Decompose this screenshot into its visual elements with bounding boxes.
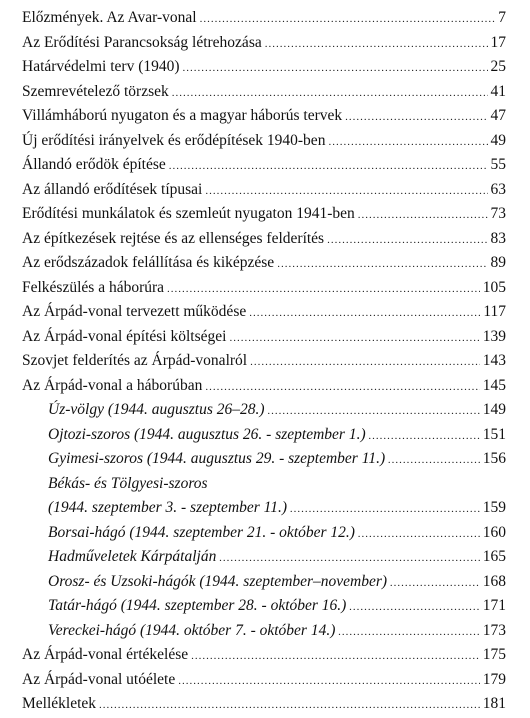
toc-page-number: 73 xyxy=(490,205,506,222)
toc-entry-title: Vereckei-hágó (1944. október 7. - október 14.) xyxy=(48,621,336,639)
toc-subentry xyxy=(22,594,506,619)
toc-entry-title: Állandó erődök építése xyxy=(22,156,166,173)
toc-page-number: 156 xyxy=(482,450,506,467)
toc-page-number: 168 xyxy=(482,572,506,590)
toc-page-number: 159 xyxy=(482,499,506,516)
toc-page-number: 143 xyxy=(482,352,506,369)
toc-subentry xyxy=(22,472,506,497)
toc-leader-dots xyxy=(249,301,480,326)
toc-leader-dots xyxy=(358,522,480,547)
toc-page-number: 173 xyxy=(482,621,506,639)
toc-leader-dots xyxy=(328,130,487,155)
toc-entry-title: Felkészülés a háborúra xyxy=(22,278,165,296)
toc-page-number: 165 xyxy=(482,548,506,565)
toc-subentry xyxy=(22,619,506,644)
toc-leader-dots xyxy=(169,154,488,179)
toc-entry xyxy=(22,349,506,374)
toc-entry-title: Az Árpád-vonal a háborúban xyxy=(22,376,203,394)
toc-entry xyxy=(22,374,506,399)
toc-entry-title: Erődítési munkálatok és szemleút nyugaton 1941-ben xyxy=(22,205,355,222)
toc-entry xyxy=(22,227,506,252)
toc-leader-dots xyxy=(369,424,480,449)
toc-subentry xyxy=(22,398,506,423)
toc-entry-title: Az Erődítési Parancsokság létrehozása xyxy=(22,33,262,51)
toc-page-number: 83 xyxy=(490,229,506,247)
toc-entry-title: Az állandó erődítések típusai xyxy=(22,180,203,198)
toc-entry-title: Új erődítési irányelvek és erődépítések 1940-ben xyxy=(22,131,326,149)
toc-entry-title: Borsai-hágó (1944. szeptember 21. - október 12.) xyxy=(48,523,355,541)
toc-subentry xyxy=(22,496,506,521)
toc-entry-title: Az Árpád-vonal építési költségei xyxy=(22,327,227,345)
toc-entry xyxy=(22,129,506,154)
toc-leader-dots xyxy=(200,7,496,32)
toc-entry-title: Ojtozi-szoros (1944. augusztus 26. - szeptember 1.) xyxy=(48,425,366,443)
toc-page-number: 49 xyxy=(490,131,506,149)
toc-page-number: 89 xyxy=(490,254,506,271)
toc-entry-title: Az Árpád-vonal tervezett működése xyxy=(22,303,247,320)
table-of-contents xyxy=(22,6,506,717)
toc-leader-dots xyxy=(205,179,487,204)
toc-leader-dots xyxy=(388,448,480,473)
toc-page-number: 47 xyxy=(490,107,506,124)
toc-page-number: 63 xyxy=(490,180,506,198)
toc-leader-dots xyxy=(205,375,479,400)
toc-leader-dots xyxy=(277,252,487,277)
toc-subentry xyxy=(22,570,506,595)
toc-page-number: 17 xyxy=(490,33,506,51)
toc-page-number: 181 xyxy=(482,695,506,712)
toc-page-number: 117 xyxy=(483,303,506,320)
toc-entry-title: Előzmények. Az Avar-vonal xyxy=(22,9,197,26)
toc-leader-dots xyxy=(268,399,480,424)
toc-entry-title: Orosz- és Uzsoki-hágók (1944. szeptember–november) xyxy=(48,572,388,590)
toc-leader-dots xyxy=(265,32,488,57)
toc-leader-dots xyxy=(345,105,487,130)
toc-page-number: 25 xyxy=(490,58,506,75)
toc-entry xyxy=(22,153,506,178)
toc-subentry xyxy=(22,423,506,448)
toc-subentry xyxy=(22,521,506,546)
toc-leader-dots xyxy=(172,81,488,106)
toc-page-number: 105 xyxy=(482,278,506,296)
toc-page-number: 151 xyxy=(482,425,506,443)
toc-entry xyxy=(22,104,506,129)
toc-entry xyxy=(22,300,506,325)
toc-entry xyxy=(22,692,506,717)
toc-leader-dots xyxy=(191,644,480,669)
toc-entry-title: Szovjet felderítés az Árpád-vonalról xyxy=(22,352,248,369)
toc-page-number: 160 xyxy=(482,523,506,541)
toc-entry xyxy=(22,6,506,31)
toc-entry-title: Villámháború nyugaton és a magyar háborús tervek xyxy=(22,107,343,124)
toc-leader-dots xyxy=(338,620,479,645)
toc-entry-title: Mellékletek xyxy=(22,695,97,712)
toc-entry-title: Békás- és Tölgyesi-szoros xyxy=(48,474,208,492)
toc-page-number: 55 xyxy=(490,156,506,173)
toc-entry xyxy=(22,325,506,350)
toc-entry-title: (1944. szeptember 3. - szeptember 11.) xyxy=(48,499,288,516)
toc-subentry xyxy=(22,545,506,570)
toc-entry xyxy=(22,31,506,56)
toc-leader-dots xyxy=(250,350,480,375)
toc-entry xyxy=(22,668,506,693)
toc-leader-dots xyxy=(327,228,487,253)
toc-entry-title: Az Árpád-vonal utóélete xyxy=(22,670,176,688)
toc-leader-dots xyxy=(219,546,479,571)
toc-entry xyxy=(22,178,506,203)
toc-leader-dots xyxy=(183,56,488,81)
toc-page-number: 41 xyxy=(490,82,506,100)
toc-page-number: 145 xyxy=(482,376,506,394)
toc-leader-dots xyxy=(349,595,479,620)
toc-entry xyxy=(22,276,506,301)
toc-leader-dots xyxy=(290,497,480,522)
toc-entry-title: Tatár-hágó (1944. szeptember 28. - október 16.) xyxy=(48,597,347,614)
toc-page-number: 171 xyxy=(482,597,506,614)
toc-entry-title: Az erődszázadok felállítása és kiképzése xyxy=(22,254,275,271)
toc-leader-dots xyxy=(99,693,480,718)
toc-leader-dots xyxy=(390,571,480,596)
toc-entry-title: Gyimesi-szoros (1944. augusztus 29. - szeptember 11.) xyxy=(48,450,386,467)
toc-entry-title: Az Árpád-vonal értékelése xyxy=(22,646,189,663)
toc-entry-title: Határvédelmi terv (1940) xyxy=(22,58,180,75)
toc-entry xyxy=(22,80,506,105)
toc-page-number: 139 xyxy=(482,327,506,345)
toc-leader-dots xyxy=(358,203,488,228)
toc-entry xyxy=(22,251,506,276)
toc-page-number: 175 xyxy=(482,646,506,663)
toc-entry-title: Hadműveletek Kárpátalján xyxy=(48,548,217,565)
toc-entry xyxy=(22,202,506,227)
toc-page-number: 149 xyxy=(482,401,506,418)
toc-page-number: 179 xyxy=(482,670,506,688)
toc-entry xyxy=(22,55,506,80)
toc-page-number: 7 xyxy=(498,9,506,26)
toc-entry-title: Szemrevételező törzsek xyxy=(22,82,169,100)
toc-leader-dots xyxy=(178,669,480,694)
toc-entry-title: Az építkezések rejtése és az ellenséges felderítés xyxy=(22,229,325,247)
toc-leader-dots xyxy=(229,326,479,351)
toc-entry xyxy=(22,643,506,668)
toc-subentry xyxy=(22,447,506,472)
toc-leader-dots xyxy=(167,277,480,302)
toc-entry-title: Úz-völgy (1944. augusztus 26–28.) xyxy=(48,401,265,418)
